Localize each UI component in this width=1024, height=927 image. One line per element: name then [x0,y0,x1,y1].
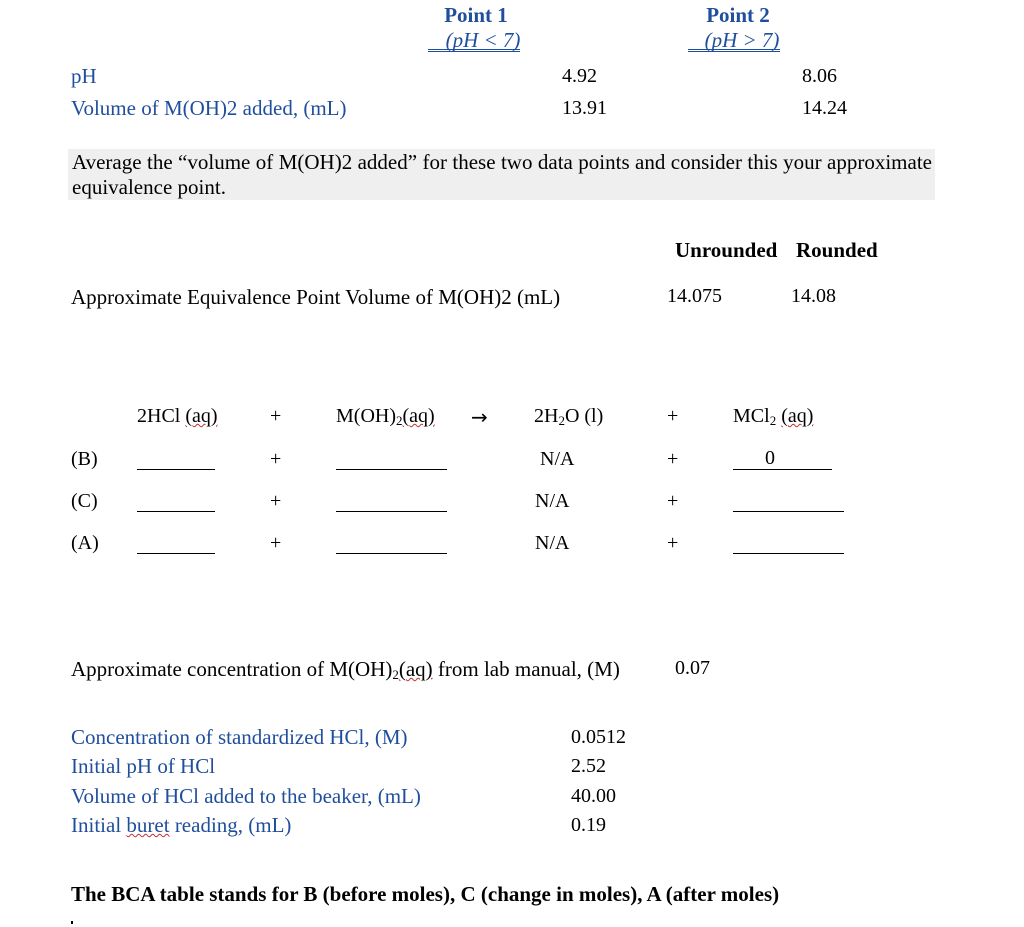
bca-c-salt-blank[interactable] [733,511,844,512]
instruction-text: Average the “volume of M(OH)2 added” for these two data points and consider this your approximate equivalence point. [72,150,932,199]
bca-b-water-value: N/A [540,448,575,470]
bca-row-label-c: (C) [71,490,98,512]
hcl-volume-label: Volume of HCl added to the beaker, (mL) [71,784,421,808]
plus-sign: + [270,448,282,470]
hcl-initial-ph-value: 2.52 [571,755,606,777]
approx-concentration-label: Approximate concentration of $M(OH)_2(aq)$ from lab manual, (M) [71,657,620,682]
hcl-initial-ph-label: Initial pH of HCl [71,754,216,778]
stray-mark [71,921,73,924]
ph-label: pH [71,64,97,88]
product-water: $2H_2O$ (l) [534,405,604,428]
ph-point1-value: 4.92 [562,65,597,87]
bca-a-hcl-blank[interactable] [137,553,215,554]
bca-b-hcl-blank[interactable] [137,469,215,470]
plus-sign: + [667,405,679,427]
point1-title: Point 1 [444,3,508,27]
volume-point1-value: 13.91 [562,97,607,119]
hcl-volume-value: 40.00 [571,785,616,807]
bca-a-salt-blank[interactable] [733,553,844,554]
reactant-hcl: 2HCl (aq) [137,405,218,427]
hcl-concentration-label: Concentration of standardized HCl, (M) [71,725,408,749]
bca-a-water-value: N/A [535,532,570,554]
point2-title: Point 2 [706,3,770,27]
bca-c-water-value: N/A [535,490,570,512]
bca-row-label-a: (A) [71,532,99,554]
initial-buret-reading-value: 0.19 [571,814,606,836]
bca-row-label-b: (B) [71,448,98,470]
bca-b-salt-value: 0 [765,447,775,469]
ph-point2-value: 8.06 [802,65,837,87]
point2-underline [688,49,780,52]
plus-sign: + [667,448,679,470]
plus-sign: + [667,532,679,554]
bca-footnote: The BCA table stands for B (before moles), C (change in moles), A (after moles) [71,882,780,906]
bca-c-hcl-blank[interactable] [137,511,215,512]
reaction-arrow-icon: → [471,405,488,429]
hcl-concentration-value: 0.0512 [571,726,626,748]
point1-condition: (pH < 7) [445,28,521,52]
bca-c-base-blank[interactable] [336,511,447,512]
plus-sign: + [270,490,282,512]
approx-concentration-value: 0.07 [675,657,710,679]
bca-b-salt-blank[interactable] [733,469,832,470]
bca-b-base-blank[interactable] [336,469,447,470]
point1-underline [428,49,520,52]
col-unrounded-header: Unrounded [675,238,778,262]
initial-buret-reading-label: Initial buret reading, (mL) [71,813,292,837]
plus-sign: + [270,532,282,554]
volume-point2-value: 14.24 [802,97,847,119]
reactant-base: $M(OH)_2(aq)$ [336,405,435,428]
equivalence-label: Approximate Equivalence Point Volume of M(OH)2 (mL) [71,285,561,309]
plus-sign: + [667,490,679,512]
product-salt: MCl$_2$ (aq) [733,405,814,428]
bca-a-base-blank[interactable] [336,553,447,554]
volume-label: Volume of M(OH)2 added, (mL) [71,96,347,120]
plus-sign: + [270,405,282,427]
equivalence-unrounded-value: 14.075 [667,285,722,307]
equivalence-rounded-value: 14.08 [791,285,836,307]
col-rounded-header: Rounded [796,238,878,262]
point2-condition: (pH > 7) [704,28,780,52]
